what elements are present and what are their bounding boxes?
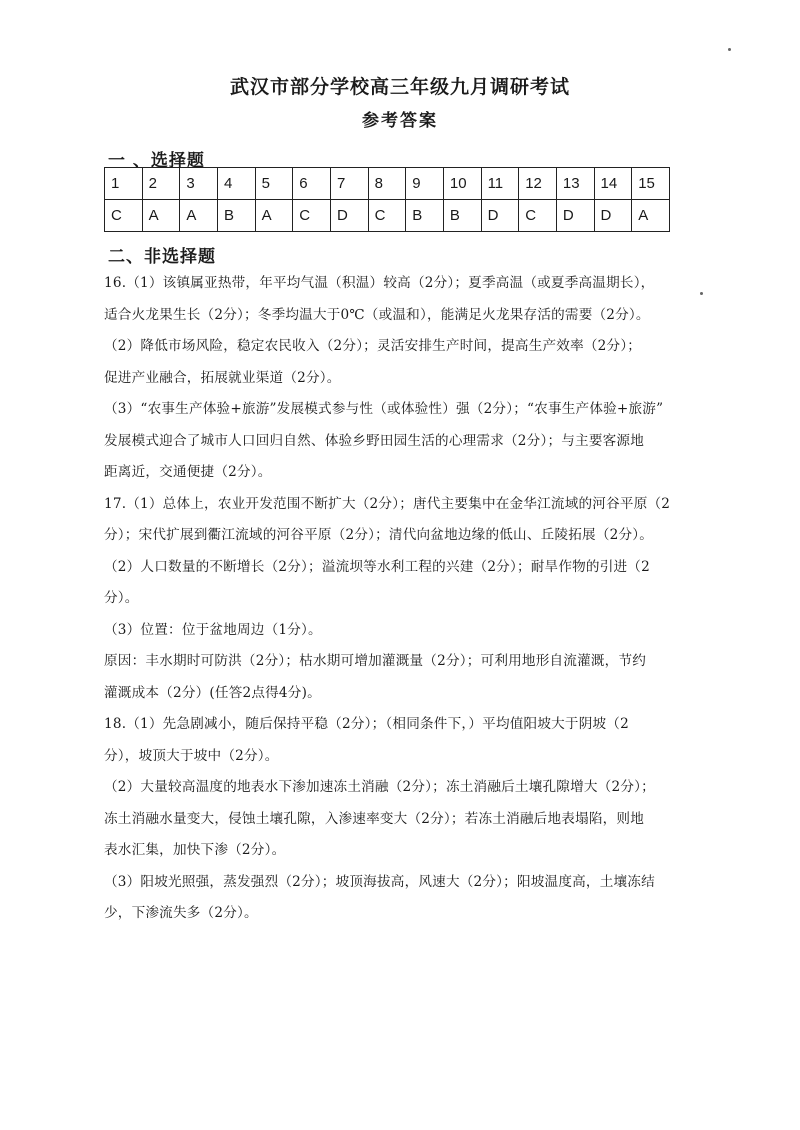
answer-row	[105, 200, 670, 232]
answer-line: 促进产业融合，拓展就业渠道（2分）。	[104, 369, 341, 386]
answer-line: （3）阳坡光照强，蒸发强烈（2分）；坡顶海拔高，风速大（2分）；阳坡温度高，土壤冻结	[104, 873, 655, 890]
answer-line: （3）“农事生产体验+旅游”发展模式参与性（或体验性）强（2分）；“农事生产体验+旅游”	[104, 401, 664, 417]
answer-cell: C	[105, 200, 143, 232]
page-title: 武汉市部分学校高三年级九月调研考试	[229, 76, 570, 98]
question-number: 10	[443, 168, 481, 200]
page-subtitle: 参考答案	[362, 111, 438, 131]
answer-cell: C	[293, 200, 331, 232]
question-number: 4	[217, 168, 255, 200]
answer-cell: C	[519, 200, 557, 232]
answer-line: 距离近，交通便捷（2分）。	[104, 464, 272, 480]
question-number: 3	[180, 168, 218, 200]
answer-cell: D	[556, 200, 594, 232]
answer-cell: D	[330, 200, 368, 232]
question-number: 8	[368, 168, 406, 200]
question-number: 14	[594, 168, 632, 200]
answer-cell: A	[142, 200, 180, 232]
question-number: 15	[632, 168, 670, 200]
answer-cell: B	[217, 200, 255, 232]
answer-table	[104, 167, 670, 232]
answer-line: （2）大量较高温度的地表水下渗加速冻土消融（2分）；冻土消融后土壤孔隙增大（2分）；	[104, 779, 655, 795]
question-number: 5	[255, 168, 293, 200]
section-heading-multiple-choice: 一 、选择题	[108, 151, 205, 171]
answer-line: 18.（1）先急剧减小，随后保持平稳（2分）；（相同条件下，）平均值阳坡大于阴坡（2	[104, 716, 629, 732]
answer-line: （3）位置：位于盆地周边（1分）。	[104, 621, 322, 638]
answer-line: 分），坡顶大于坡中（2分）。	[104, 747, 279, 764]
scan-speck	[700, 292, 703, 295]
answer-line: 灌溉成本（2分）(任答2点得4分)。	[104, 684, 321, 701]
answer-line: 16.（1）该镇属亚热带，年平均气温（积温）较高（2分）；夏季高温（或夏季高温期长），	[104, 275, 655, 291]
answer-body	[104, 268, 694, 930]
question-number: 7	[330, 168, 368, 200]
answer-line: 适合火龙果生长（2分）；冬季均温大于0℃（或温和），能满足火龙果存活的需要（2分）。	[104, 306, 650, 323]
answer-cell: B	[406, 200, 444, 232]
answer-cell: D	[481, 200, 519, 232]
answer-line: 少，下渗流失多（2分）。	[104, 905, 258, 921]
answer-line: 冻土消融水量变大，侵蚀土壤孔隙，入渗速率变大（2分）；若冻土消融后地表塌陷，则地	[104, 810, 645, 827]
answer-line: 表水汇集，加快下渗（2分）。	[104, 842, 286, 858]
section-heading-non-choice: 二、非选择题	[108, 247, 216, 267]
answer-cell: C	[368, 200, 406, 232]
answer-cell: B	[443, 200, 481, 232]
answer-line: 发展模式迎合了城市人口回归自然、体验乡野田园生活的心理需求（2分）；与主要客源地	[104, 432, 645, 449]
question-number: 6	[293, 168, 331, 200]
answer-cell: A	[255, 200, 293, 232]
answer-line: （2）人口数量的不断增长（2分）；溢流坝等水利工程的兴建（2分）；耐旱作物的引进（2	[104, 558, 650, 575]
answer-cell: D	[594, 200, 632, 232]
answer-line: 分）；宋代扩展到衢江流域的河谷平原（2分）；清代向盆地边缘的低山、丘陵拓展（2分）。	[104, 527, 654, 543]
answer-line: 分）。	[104, 590, 139, 606]
answer-line: 原因：丰水期时可防洪（2分）；枯水期可增加灌溉量（2分）；可利用地形自流灌溉，节约	[104, 653, 647, 669]
answer-cell: A	[632, 200, 670, 232]
answer-line: 17.（1）总体上，农业开发范围不断扩大（2分）；唐代主要集中在金华江流域的河谷平原（2	[104, 495, 671, 512]
question-number: 9	[406, 168, 444, 200]
question-number: 11	[481, 168, 519, 200]
question-number: 1	[105, 168, 143, 200]
answer-cell: A	[180, 200, 218, 232]
answer-line: （2）降低市场风险，稳定农民收入（2分）；灵活安排生产时间，提高生产效率（2分）；	[104, 338, 642, 354]
question-number: 2	[142, 168, 180, 200]
question-number: 12	[519, 168, 557, 200]
scan-speck	[728, 48, 731, 51]
question-number-row	[105, 168, 670, 200]
question-number: 13	[556, 168, 594, 200]
